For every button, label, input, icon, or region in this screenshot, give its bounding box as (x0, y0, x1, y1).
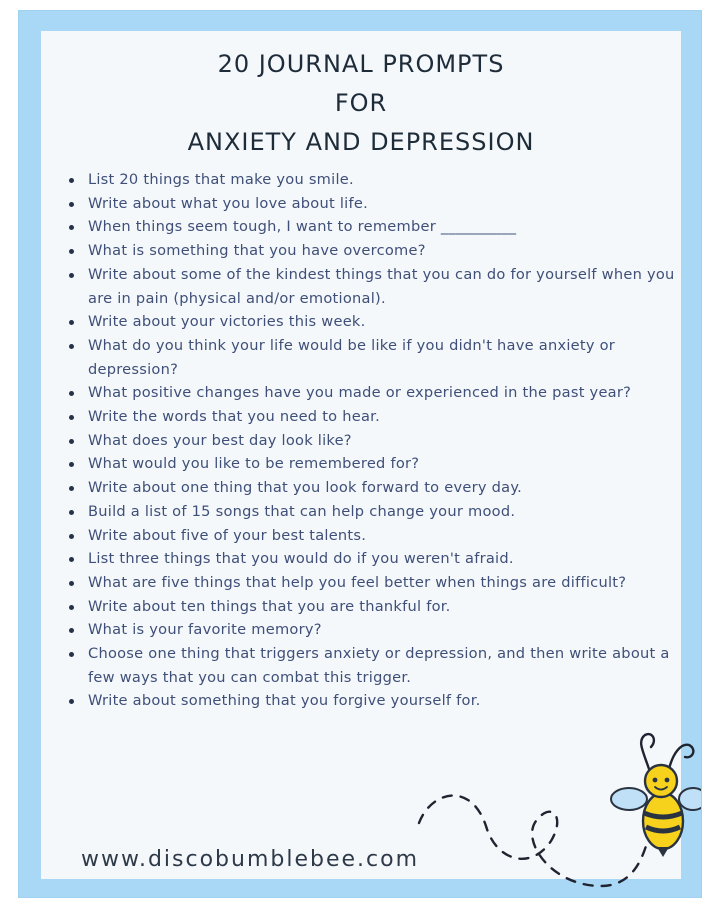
bullet-dot-icon (69, 273, 74, 278)
prompt-text: Choose one thing that triggers anxiety or depression, and then write about a few ways that you can combat this trigger. (88, 645, 670, 686)
prompt-item (69, 500, 679, 524)
prompt-text: Write about your victories this week. (88, 313, 366, 331)
prompt-item (69, 618, 679, 642)
bullet-dot-icon (69, 249, 74, 254)
flight-path-dashed-line (419, 796, 646, 886)
prompt-item (69, 571, 679, 595)
prompt-list (69, 168, 679, 713)
prompt-text: List three things that you would do if you weren't afraid. (88, 550, 514, 568)
prompt-text: What is something that you have overcome? (88, 242, 426, 260)
prompt-item (69, 476, 679, 500)
antenna-right (669, 745, 693, 769)
bullet-dot-icon (69, 605, 74, 610)
prompt-sheet (41, 31, 681, 879)
prompt-item (69, 239, 679, 263)
prompt-item (69, 215, 679, 239)
bullet-dot-icon (69, 510, 74, 515)
bee-body (643, 793, 683, 849)
prompt-text: Write about five of your best talents. (88, 526, 367, 544)
prompt-text: Write about some of the kindest things that you can do for yourself when you are in pain (physical and/or emotional). (88, 265, 675, 307)
bullet-dot-icon (69, 202, 74, 207)
prompt-text: Write the words that you need to hear. (88, 408, 380, 426)
bullet-dot-icon (69, 391, 74, 396)
bee-head (645, 765, 677, 797)
prompt-text: Write about ten things that you are thankful for. (88, 597, 451, 615)
prompt-item (69, 642, 679, 689)
bee-eye-left (653, 778, 658, 783)
prompt-item (69, 381, 679, 405)
prompt-text: Write about one thing that you look forward to every day. (88, 479, 523, 497)
prompt-item (69, 168, 679, 192)
bullet-dot-icon (69, 534, 74, 539)
prompt-text: What does your best day look like? (88, 431, 352, 449)
bullet-dot-icon (69, 439, 74, 444)
title-line-2: FOR (334, 89, 388, 117)
bullet-dot-icon (69, 581, 74, 586)
bullet-dot-icon (69, 462, 74, 467)
prompt-item (69, 429, 679, 453)
prompt-text: What do you think your life would be like if you didn't have anxiety or depression? (88, 336, 616, 378)
bullet-dot-icon (69, 415, 74, 420)
prompt-text: What positive changes have you made or experienced in the past year? (88, 384, 632, 402)
prompt-text: List 20 things that make you smile. (88, 171, 354, 188)
prompt-item (69, 547, 679, 571)
prompt-item (69, 689, 679, 713)
blue-border-frame (18, 10, 702, 898)
bee-stinger (657, 847, 669, 857)
prompt-text: When things seem tough, I want to remember __________ (88, 218, 517, 236)
bullet-dot-icon (69, 178, 74, 183)
title-line-1: 20 JOURNAL PROMPTS (217, 50, 505, 78)
bullet-dot-icon (69, 628, 74, 633)
bullet-dot-icon (69, 225, 74, 230)
bee-wing-right (679, 788, 701, 810)
prompt-item (69, 334, 679, 381)
prompt-item (69, 524, 679, 548)
prompt-item (69, 192, 679, 216)
title-line-3: ANXIETY AND DEPRESSION (187, 128, 535, 156)
prompt-text: What would you like to be remembered for? (88, 455, 420, 473)
bee-eye-right (665, 778, 670, 783)
page-title (41, 45, 681, 162)
prompt-item (69, 310, 679, 334)
prompt-item (69, 263, 679, 310)
bullet-dot-icon (69, 699, 74, 704)
bumblebee-icon (401, 711, 701, 891)
bee-wing-left (611, 788, 647, 810)
prompt-text: What are five things that help you feel better when things are difficult? (88, 573, 627, 591)
prompt-item (69, 405, 679, 429)
bullet-dot-icon (69, 344, 74, 349)
bullet-dot-icon (69, 652, 74, 657)
prompt-item (69, 595, 679, 619)
prompt-item (69, 452, 679, 476)
bullet-dot-icon (69, 320, 74, 325)
bullet-dot-icon (69, 486, 74, 491)
website-url: www.discobumblebee.com (81, 847, 420, 872)
prompt-text: Build a list of 15 songs that can help change your mood. (88, 502, 516, 520)
bullet-dot-icon (69, 557, 74, 562)
prompt-text: Write about what you love about life. (88, 194, 368, 212)
antenna-left (641, 734, 654, 769)
prompt-text: What is your favorite memory? (88, 621, 322, 639)
prompt-text: Write about something that you forgive yourself for. (88, 692, 481, 710)
